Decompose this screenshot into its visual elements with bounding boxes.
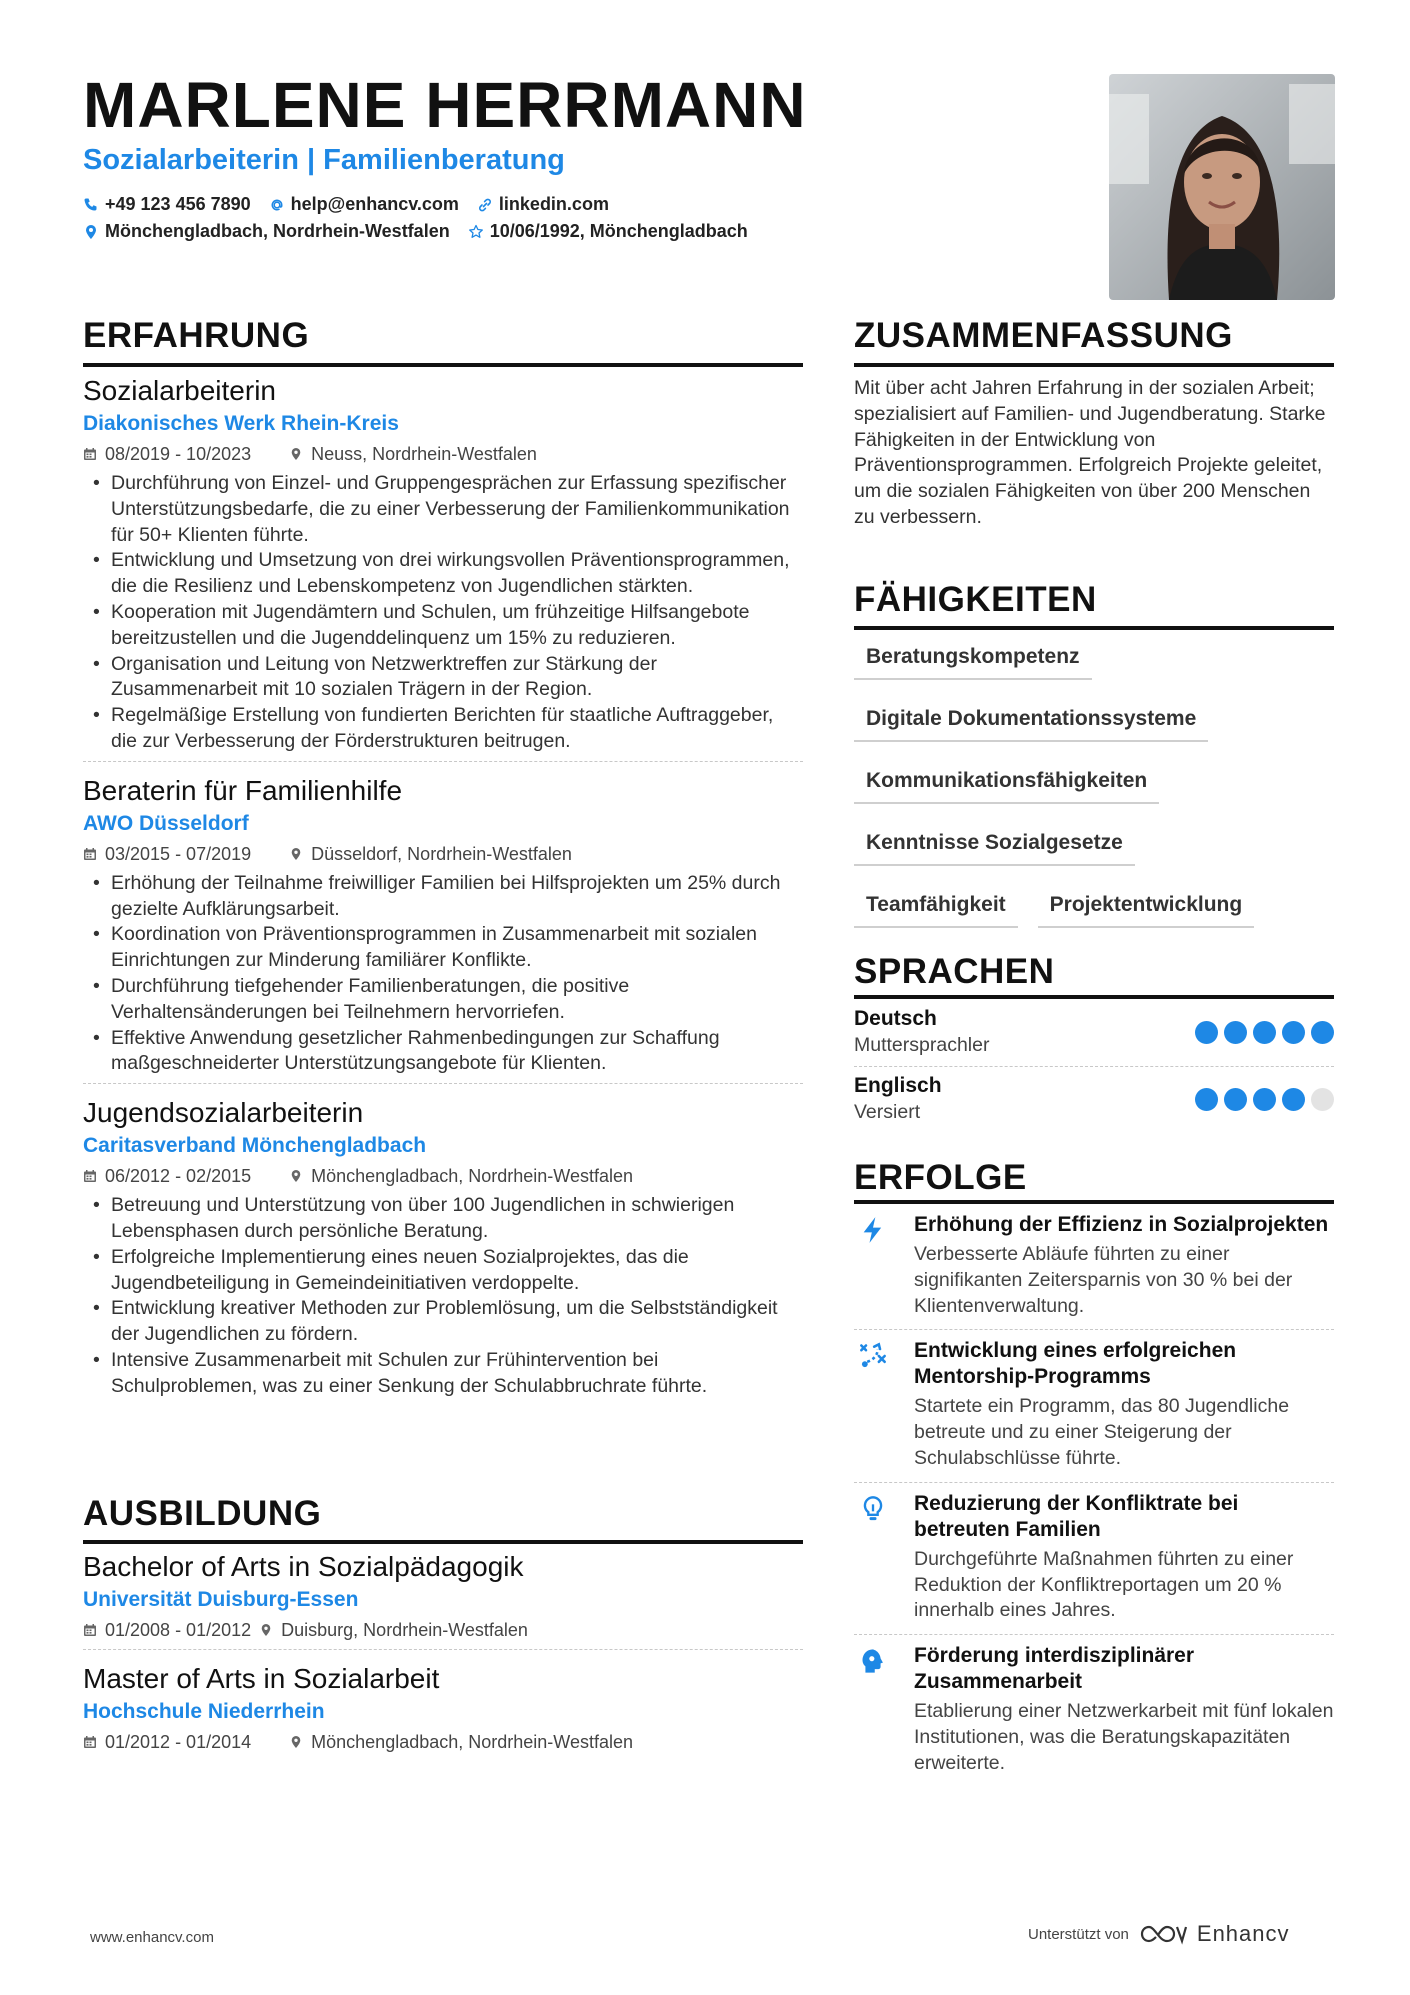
- rating-dot-filled: [1195, 1021, 1218, 1044]
- skill-tag: Kommunikationsfähigkeiten: [854, 756, 1159, 804]
- contact-location: [83, 221, 450, 242]
- rating-dot-filled: [1253, 1021, 1276, 1044]
- birth-text: 10/06/1992, Mönchengladbach: [489, 221, 748, 241]
- job-meta: [83, 441, 803, 467]
- calendar-icon: [83, 847, 97, 861]
- achievement-item: [854, 1483, 1334, 1634]
- language-rating: [1195, 1088, 1334, 1111]
- email-text: help@enhancv.com: [290, 194, 459, 214]
- language-name: Englisch: [854, 1074, 942, 1097]
- languages-list: [854, 1000, 1334, 1133]
- footer-website[interactable]: www.enhancv.com: [90, 1929, 214, 1946]
- contact-email[interactable]: [269, 194, 459, 215]
- bullet-item: • Intensive Zusammenarbeit mit Schulen zur Frühintervention bei Schulproblemen, was zu einer Senkung der Schulabbruchrate führte.: [83, 1348, 803, 1400]
- location-pin-icon: [289, 447, 303, 461]
- section-rule: [83, 363, 803, 367]
- achievement-title: Förderung interdisziplinärer Zusammenarbeit: [914, 1644, 1195, 1694]
- enhancv-logo-icon: [1139, 1923, 1187, 1945]
- lightbulb-icon: [859, 1495, 887, 1523]
- education-item: [83, 1550, 803, 1643]
- language-item: [854, 1000, 1334, 1066]
- achievements-list: [854, 1204, 1334, 1787]
- calendar-icon: [83, 447, 97, 461]
- job-location: Mönchengladbach, Nordrhein-Westfalen: [311, 1166, 633, 1187]
- location-pin-icon: [289, 1169, 303, 1183]
- bullet-item: • Kooperation mit Jugendämtern und Schulen, um frühzeitige Hilfsangebote bereitzustellen und die Jugenddelinquenz um 15% zu reduzieren.: [83, 600, 803, 652]
- experience-item: [83, 774, 803, 1077]
- experience-item: [83, 1096, 803, 1399]
- achievement-desc: Etablierung einer Netzwerkarbeit mit fünf lokalen Institutionen, was die Beratungskapazitäten erweiterte.: [914, 1700, 1334, 1774]
- section-title-languages: SPRACHEN: [854, 952, 1055, 991]
- achievement-title: Reduzierung der Konfliktrate bei betreuten Familien: [914, 1491, 1239, 1541]
- language-name: Deutsch: [854, 1007, 937, 1030]
- link-icon: [477, 197, 493, 213]
- location-pin-icon: [289, 847, 303, 861]
- education-meta: [83, 1729, 803, 1755]
- degree-title: Bachelor of Arts in Sozialpädagogik: [83, 1551, 524, 1582]
- at-icon: [269, 197, 285, 213]
- achievement-desc: Startete ein Programm, das 80 Jugendliche betreute und zu einer Steigerung der Schulabschlüsse führte.: [914, 1395, 1290, 1469]
- bullet-item: • Durchführung von Einzel- und Gruppengesprächen zur Erfassung spezifischer Unterstützungsbedarfe, die zu einer Verbesserung der Familienkommunikation für 50+ Klienten führte.: [83, 471, 803, 548]
- education-location: Mönchengladbach, Nordrhein-Westfalen: [311, 1732, 633, 1752]
- divider: [83, 1083, 803, 1084]
- footer-powered-by: [1028, 1921, 1290, 1947]
- company-name: AWO Düsseldorf: [83, 811, 249, 835]
- job-bullets: [83, 1193, 803, 1399]
- achievement-desc: Durchgeführte Maßnahmen führten zu einer Reduktion der Konfliktreportagen um 20 % innerhalb eines Jahres.: [914, 1547, 1294, 1622]
- contact-row-2: [83, 221, 748, 242]
- skill-tag: Projektentwicklung: [1038, 880, 1255, 928]
- job-bullets: [83, 871, 803, 1077]
- linkedin-text: linkedin.com: [498, 194, 609, 214]
- school-name: Hochschule Niederrhein: [83, 1700, 325, 1723]
- section-title-skills: FÄHIGKEITEN: [854, 580, 1097, 619]
- lightning-icon: [859, 1216, 887, 1244]
- language-rating: [1195, 1021, 1334, 1044]
- achievement-title: Erhöhung der Effizienz in Sozialprojekten: [914, 1213, 1329, 1236]
- achievement-title: Entwicklung eines erfolgreichen Mentorship-Programms: [914, 1339, 1237, 1389]
- job-dates: 03/2015 - 07/2019: [105, 843, 252, 864]
- contact-row-1: [83, 194, 609, 215]
- summary-text: Mit über acht Jahren Erfahrung in der sozialen Arbeit; spezialisiert auf Familien- und Jugendberatung. Starke Fähigkeiten in der Entwicklung von Präventionsprogrammen. Erfolgreich Projekte geleitet, um die sozialen Fähigkeiten von über 200 Menschen zu verbessern.: [854, 377, 1326, 528]
- rating-dot-filled: [1311, 1021, 1334, 1044]
- brand-name: Enhancv: [1196, 1921, 1290, 1946]
- skills-list: [854, 632, 1334, 942]
- section-rule: [854, 995, 1334, 999]
- divider: [83, 1649, 803, 1650]
- company-name: Diakonisches Werk Rhein-Kreis: [83, 412, 399, 435]
- job-meta: [83, 841, 803, 867]
- rating-dot-filled: [1224, 1088, 1247, 1111]
- section-title-achievements: ERFOLGE: [854, 1158, 1027, 1197]
- rating-dot-filled: [1195, 1088, 1218, 1111]
- job-dates: 08/2019 - 10/2023: [105, 444, 252, 464]
- job-location: Düsseldorf, Nordrhein-Westfalen: [311, 843, 572, 864]
- skill-tag: Teamfähigkeit: [854, 880, 1018, 928]
- bullet-item: • Effektive Anwendung gesetzlicher Rahmenbedingungen zur Schaffung maßgeschneiderter Unterstützungsangebote für Klienten.: [83, 1026, 803, 1078]
- bullet-item: • Entwicklung kreativer Methoden zur Problemlösung, um die Selbstständigkeit der Jugendlichen zu fördern.: [83, 1296, 803, 1348]
- bullet-item: • Erfolgreiche Implementierung eines neuen Sozialprojektes, das die Jugendbeteiligung in Gemeindeinitiativen verdoppelte.: [83, 1245, 803, 1297]
- company-name: Caritasverband Mönchengladbach: [83, 1134, 427, 1158]
- education-dates: 01/2008 - 01/2012: [105, 1620, 252, 1640]
- job-title: Beraterin für Familienhilfe: [83, 774, 403, 806]
- section-rule: [83, 1540, 803, 1544]
- education-item: [83, 1662, 803, 1755]
- language-level: Muttersprachler: [854, 1034, 990, 1056]
- education-meta: [83, 1617, 803, 1643]
- head-icon: [859, 1647, 887, 1675]
- skill-tag: Beratungskompetenz: [854, 632, 1092, 680]
- contact-linkedin[interactable]: [477, 194, 609, 215]
- calendar-icon: [83, 1623, 97, 1637]
- achievement-item: [854, 1635, 1334, 1786]
- rating-dot-filled: [1224, 1021, 1247, 1044]
- skill-tag: Kenntnisse Sozialgesetze: [854, 818, 1135, 866]
- section-title-summary: ZUSAMMENFASSUNG: [854, 316, 1233, 355]
- profile-photo: [1109, 74, 1335, 300]
- language-item: [854, 1067, 1334, 1133]
- job-location: Neuss, Nordrhein-Westfalen: [311, 444, 537, 464]
- rating-dot-filled: [1282, 1088, 1305, 1111]
- phone-text: +49 123 456 7890: [105, 194, 251, 214]
- star-icon: [468, 224, 484, 240]
- experience-item: [83, 374, 803, 755]
- divider: [83, 761, 803, 762]
- language-level: Versiert: [854, 1101, 921, 1123]
- section-rule: [854, 363, 1334, 367]
- section-title-education: AUSBILDUNG: [83, 1494, 322, 1533]
- contact-birth: [468, 221, 748, 242]
- bullet-item: • Durchführung tiefgehender Familienberatungen, die positive Verhaltensänderungen bei Teilnehmern hervorriefen.: [83, 974, 803, 1026]
- candidate-name: MARLENE HERRMANN: [83, 69, 807, 141]
- rating-dot-empty: [1311, 1088, 1334, 1111]
- experience-list: [83, 374, 803, 1400]
- education-list: [83, 1550, 803, 1755]
- achievement-item: [854, 1204, 1334, 1329]
- strategy-icon: [859, 1342, 887, 1370]
- bullet-item: • Koordination von Präventionsprogrammen in Zusammenarbeit mit sozialen Einrichtungen zur Minderung familiärer Konflikte.: [83, 922, 803, 974]
- job-dates: 06/2012 - 02/2015: [105, 1166, 252, 1187]
- rating-dot-filled: [1282, 1021, 1305, 1044]
- location-text: Mönchengladbach, Nordrhein-Westfalen: [105, 221, 450, 241]
- skill-tag: Digitale Dokumentationssysteme: [854, 694, 1208, 742]
- bullet-item: • Organisation und Leitung von Netzwerktreffen zur Stärkung der Zusammenarbeit mit 10 sozialen Trägern in der Region.: [83, 652, 803, 704]
- contact-phone[interactable]: [83, 194, 251, 215]
- calendar-icon: [83, 1735, 97, 1749]
- bullet-item: • Entwicklung und Umsetzung von drei wirkungsvollen Präventionsprogrammen, die die Resilienz und Lebenskompetenz von Jugendlichen stärkten.: [83, 548, 803, 600]
- section-rule: [854, 626, 1334, 630]
- job-meta: [83, 1163, 803, 1189]
- job-bullets: [83, 471, 803, 755]
- job-title: Sozialarbeiterin: [83, 375, 276, 406]
- rating-dot-filled: [1253, 1088, 1276, 1111]
- achievement-item: [854, 1330, 1334, 1481]
- section-title-experience: ERFAHRUNG: [83, 316, 310, 355]
- location-pin-icon: [259, 1623, 273, 1637]
- powered-by-text: Unterstützt von: [1028, 1925, 1129, 1943]
- bullet-item: • Betreuung und Unterstützung von über 100 Jugendlichen in schwierigen Lebensphasen durch persönliche Beratung.: [83, 1193, 803, 1245]
- phone-icon: [83, 197, 99, 213]
- bullet-item: • Regelmäßige Erstellung von fundierten Berichten für staatliche Auftraggeber, die zur Verbesserung der Förderstrukturen beitrugen.: [83, 703, 803, 755]
- calendar-icon: [83, 1169, 97, 1183]
- location-pin-icon: [83, 224, 99, 240]
- degree-title: Master of Arts in Sozialarbeit: [83, 1663, 440, 1694]
- achievement-desc: Verbesserte Abläufe führten zu einer signifikanten Zeitersparnis von 30 % bei der Klientenverwaltung.: [914, 1243, 1293, 1317]
- education-location: Duisburg, Nordrhein-Westfalen: [281, 1620, 528, 1640]
- job-title: Jugendsozialarbeiterin: [83, 1097, 364, 1129]
- school-name: Universität Duisburg-Essen: [83, 1588, 359, 1611]
- bullet-item: • Erhöhung der Teilnahme freiwilliger Familien bei Hilfsprojekten um 25% durch gezielte Aufklärungsarbeit.: [83, 871, 803, 923]
- location-pin-icon: [289, 1735, 303, 1749]
- candidate-title: Sozialarbeiterin | Familienberatung: [83, 144, 565, 176]
- education-dates: 01/2012 - 01/2014: [105, 1732, 252, 1752]
